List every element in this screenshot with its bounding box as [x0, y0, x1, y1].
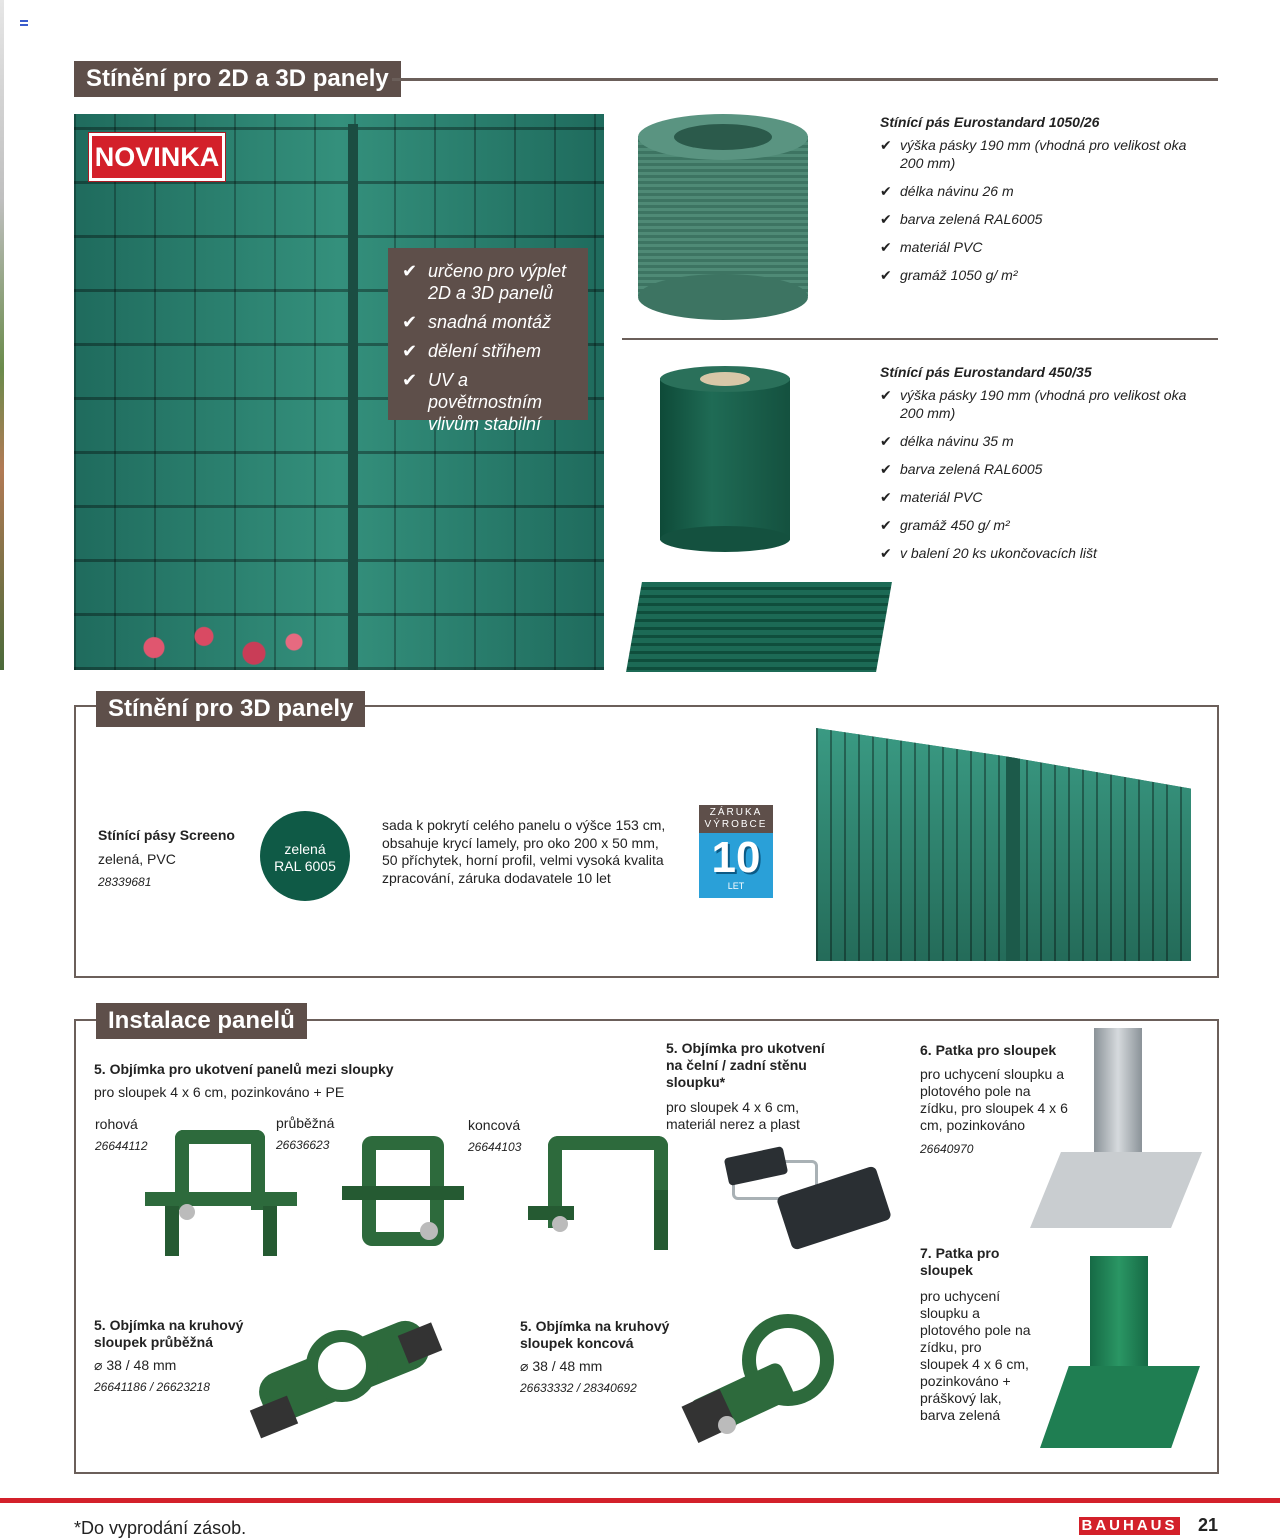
warranty-badge: [699, 805, 773, 898]
spec-item: ✔ materiál PVC: [880, 238, 1200, 256]
section-3d-top-right: [358, 705, 1219, 707]
clamp-wall-title: 5. Objímka pro ukotvení na čelní / zadní stěnu sloupku*: [666, 1040, 825, 1090]
clamp-corner-image: [145, 1130, 297, 1260]
product-1050-specs: [880, 136, 1200, 284]
spec-item: ✔ barva zelená RAL6005: [880, 460, 1200, 478]
screeno-subtitle: zelená, PVC: [98, 851, 176, 867]
spec-item: ✔ délka návinu 26 m: [880, 182, 1200, 200]
clamp-corner-label: rohová: [95, 1116, 138, 1132]
novinka-badge: NOVINKA: [89, 133, 225, 181]
roll-1050-image: [638, 114, 808, 320]
feature-item: ✔ UV a povětrnostním vlivům stabilní: [402, 369, 578, 435]
spec-item: ✔ materiál PVC: [880, 488, 1200, 506]
foot6-image: [1030, 1028, 1202, 1234]
warranty-line2: VÝROBCE: [704, 819, 768, 830]
warranty-unit: LET: [727, 881, 745, 891]
roll-450-image: [660, 366, 790, 552]
clamp-wall-text: pro sloupek 4 x 6 cm, materiál nerez a plast: [666, 1099, 800, 1132]
screeno-title: Stínící pásy Screeno: [98, 827, 235, 843]
section-title-2d-3d: Stínění pro 2D a 3D panely: [74, 61, 401, 97]
round-end-codes: 26633332 / 28340692: [520, 1381, 637, 1395]
spec-item: ✔ barva zelená RAL6005: [880, 210, 1200, 228]
spec-item: ✔ gramáž 1050 g/ m²: [880, 266, 1200, 284]
clamp-title: 5. Objímka pro ukotvení panelů mezi sloupky: [94, 1061, 394, 1077]
section-3d-top-left: [74, 705, 96, 707]
clamp-corner-code: 26644112: [95, 1139, 148, 1153]
clamp-through-label: průběžná: [276, 1115, 335, 1131]
spec-item: ✔ v balení 20 ks ukončovacích lišt: [880, 544, 1200, 562]
features-box: [388, 248, 588, 434]
fence-post: [348, 124, 358, 670]
foot7-title: 7. Patka pro sloupek: [920, 1245, 1000, 1278]
round-end-size: ⌀ 38 / 48 mm: [520, 1358, 603, 1374]
product-1050-title: Stínící pás Eurostandard 1050/26: [880, 114, 1100, 130]
spec-item: ✔ gramáž 450 g/ m²: [880, 516, 1200, 534]
product-450-specs: [880, 386, 1200, 562]
clamp-end-code: 26644103: [468, 1140, 522, 1154]
round-mid-title: 5. Objímka na kruhový sloupek průběžná: [94, 1317, 244, 1350]
foot6-text: pro uchycení sloupku a plotového pole na zídku, pro sloupek 4 x 6 cm, pozinkováno: [920, 1066, 1068, 1133]
clamp-through-image: [342, 1136, 464, 1260]
clamp-end-image: [528, 1136, 686, 1262]
color-badge-line1: zelená: [284, 841, 326, 857]
round-end-info: [520, 1318, 690, 1396]
foot6-code: 26640970: [920, 1142, 974, 1156]
features-list: [402, 260, 578, 435]
screeno-description: sada k pokrytí celého panelu o výšce 153 cm, obsahuje krycí lamely, pro oko 200 x 50 mm, 50 příchytek, horní profil, velmi vysoká kvalita zpracování, záruka dodavatele 10 let: [382, 817, 666, 886]
screeno-info: [98, 827, 258, 890]
section-install-top-right: [304, 1019, 1219, 1021]
section-install-top-left: [74, 1019, 96, 1021]
flowers: [114, 614, 314, 670]
clamp-through-code: 26636623: [276, 1138, 330, 1152]
round-mid-codes: 26641186 / 26623218: [94, 1380, 210, 1394]
foot6-title: 6. Patka pro sloupek: [920, 1042, 1057, 1058]
section-title-3d: Stínění pro 3D panely: [96, 691, 365, 727]
product-divider: [622, 338, 1218, 340]
round-end-title: 5. Objímka na kruhový sloupek koncová: [520, 1318, 670, 1351]
end-strips-image: [626, 582, 892, 672]
left-edge-strip: [0, 0, 4, 670]
round-mid-image: [236, 1306, 446, 1448]
round-mid-size: ⌀ 38 / 48 mm: [94, 1357, 177, 1373]
spec-item: ✔ délka návinu 35 m: [880, 432, 1200, 450]
page-number: 21: [1198, 1515, 1219, 1535]
foot7-image: [1040, 1256, 1200, 1456]
spec-item: ✔ výška pásky 190 mm (vhodná pro velikost oka 200 mm): [880, 136, 1200, 172]
warranty-line1: ZÁRUKA: [709, 807, 763, 818]
section-rule: [392, 78, 1218, 81]
foot7-text: pro uchycení sloupku a plotového pole na zídku, pro sloupek 4 x 6 cm, pozinkováno + práškový lak, barva zelená: [920, 1288, 1031, 1423]
bauhaus-logo: BAUHAUS: [1079, 1517, 1180, 1535]
product-450-title: Stínící pás Eurostandard 450/35: [880, 364, 1092, 380]
color-badge: [260, 811, 350, 901]
feature-item: ✔ dělení střihem: [402, 340, 578, 362]
clamp-text: pro sloupek 4 x 6 cm, pozinkováno + PE: [94, 1084, 345, 1100]
feature-item: ✔ snadná montáž: [402, 311, 578, 333]
color-badge-line2: RAL 6005: [274, 858, 336, 874]
product-450: [880, 364, 1200, 572]
clamp-wall-image: [726, 1140, 886, 1260]
spec-item: ✔ výška pásky 190 mm (vhodná pro velikost oka 200 mm): [880, 386, 1200, 422]
footer-red-line: [0, 1498, 1280, 1503]
product-1050: [880, 114, 1200, 294]
screeno-code: 28339681: [98, 875, 152, 889]
clamp-end-label: koncová: [468, 1117, 521, 1133]
corner-marker: [20, 20, 28, 26]
warranty-number: 10: [711, 833, 761, 882]
feature-item: ✔ určeno pro výplet 2D a 3D panelů: [402, 260, 578, 304]
round-end-image: [682, 1310, 848, 1452]
footer-note: *Do vyprodání zásob.: [74, 1518, 247, 1538]
section-title-install: Instalace panelů: [96, 1003, 307, 1039]
